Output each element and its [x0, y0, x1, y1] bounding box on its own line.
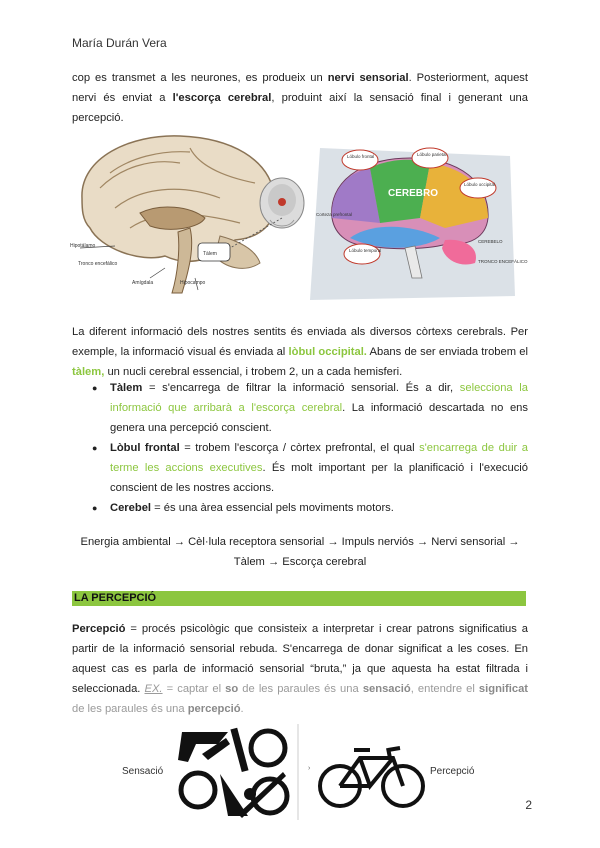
- fragmented-bike-shapes: [178, 728, 287, 818]
- sensation-perception-figure: [118, 724, 480, 820]
- label-talem: Tàlem: [203, 251, 217, 257]
- intro-bold-1: nervi sensorial: [327, 72, 409, 84]
- page-header-author: María Durán Vera: [72, 36, 167, 50]
- label-cerebelo: CEREBELO: [478, 239, 503, 244]
- intro-text-3: , produint així la sensació final i generant una percepció.: [72, 92, 529, 124]
- label-lobulo-temporal: Lóbulo temporal: [349, 248, 382, 253]
- label-sensacio: Sensació: [122, 766, 164, 777]
- intro-text-2: . Posteriorment, aquest nervi és enviat a: [72, 72, 528, 104]
- bullet-talem: ● Tàlem = s'encarrega de filtrar la informació sensorial. És a dir, selecciona la informació que arribarà a l'escorça cerebral. La informació descartada no ens genera una percepció conscient.: [92, 378, 528, 438]
- label-tronco-left: Tronco encefálico: [78, 261, 118, 267]
- intro-paragraph: [72, 68, 528, 128]
- intro-text-1: cop es transmet a les neurones, es produeix un: [72, 72, 328, 84]
- brain-illustration: [70, 128, 528, 300]
- label-percepcio: Percepció: [430, 766, 475, 777]
- lateral-brain-image: [310, 148, 515, 300]
- example-marker: EX.: [144, 683, 163, 695]
- bike-illustration: [118, 724, 480, 820]
- perception-paragraph: Percepció = procés psicològic que consisteix a interpretar i crear patrons significatius a partir de la informació sensorial rebuda. S'encarrega de donar significat a les coses. En aquest cas es parla de informació sensorial “bruta,” ja que aquesta ha estat filtrada i seleccionada. EX. = captar el so de les paraules és una sensació, entendre el significat de les paraules és una percepció.: [72, 623, 529, 715]
- bullet-list: [92, 378, 528, 518]
- label-hipocampo: Hipocampo: [180, 280, 206, 286]
- bullet-lobul-frontal: ● Lòbul frontal = trobem l'escorça / còrtex prefrontal, el qual s'encarrega de duir a terme les accions executives. És molt important per la planificació i l'execució conscient de les nostres accions.: [92, 438, 528, 498]
- label-corteza-prefrontal: Corteza prefrontal: [316, 212, 353, 217]
- label-amigdala: Amígdala: [132, 280, 154, 286]
- intro-bold-2: l'escorça cerebral: [172, 92, 272, 104]
- label-lobulo-occipital: Lóbulo occipital: [464, 182, 496, 187]
- label-lobulo-parietal: Lóbulo parietal: [417, 152, 447, 157]
- brain-figure: [70, 128, 528, 300]
- section-heading-percepcio: LA PERCEPCIÓ: [72, 591, 526, 606]
- bicycle-icon: [320, 748, 423, 806]
- sagittal-brain-image: [80, 136, 275, 293]
- para2-text-2: Abans de ser enviada trobem el: [366, 346, 528, 358]
- skull-image: [260, 178, 304, 228]
- svg-text:›: ›: [308, 765, 311, 772]
- flow-line-1: Energia ambiental → Cèl·lula receptora sensorial → Impuls nerviós → Nervi sensorial →: [80, 536, 520, 548]
- process-flow: [72, 532, 528, 572]
- senses-paragraph: [72, 322, 528, 382]
- label-tronco-right: TRONCO ENCEFÁLICO: [478, 259, 528, 264]
- para2-text-3: un nucli cerebral essencial, i trobem 2, un a cada hemisferi.: [104, 366, 403, 378]
- label-lobulo-frontal: Lóbulo frontal: [347, 154, 375, 159]
- bullet-cerebel: ● Cerebel = és una àrea essencial pels moviments motors.: [92, 498, 528, 518]
- label-hipotalamo: Hipotálamo: [70, 243, 96, 249]
- flow-line-2: Tàlem → Escorça cerebral: [233, 556, 367, 568]
- para2-highlight-occipital: lòbul occipital.: [288, 346, 367, 358]
- para2-text-1: La diferent informació dels nostres sentits és enviada als diversos còrtexs cerebrals. Per exemple, la informació visual és enviada al: [72, 326, 528, 358]
- page-number: 2: [525, 798, 532, 812]
- para2-highlight-talem: tàlem,: [72, 366, 105, 378]
- label-cerebro: CEREBRO: [388, 188, 439, 199]
